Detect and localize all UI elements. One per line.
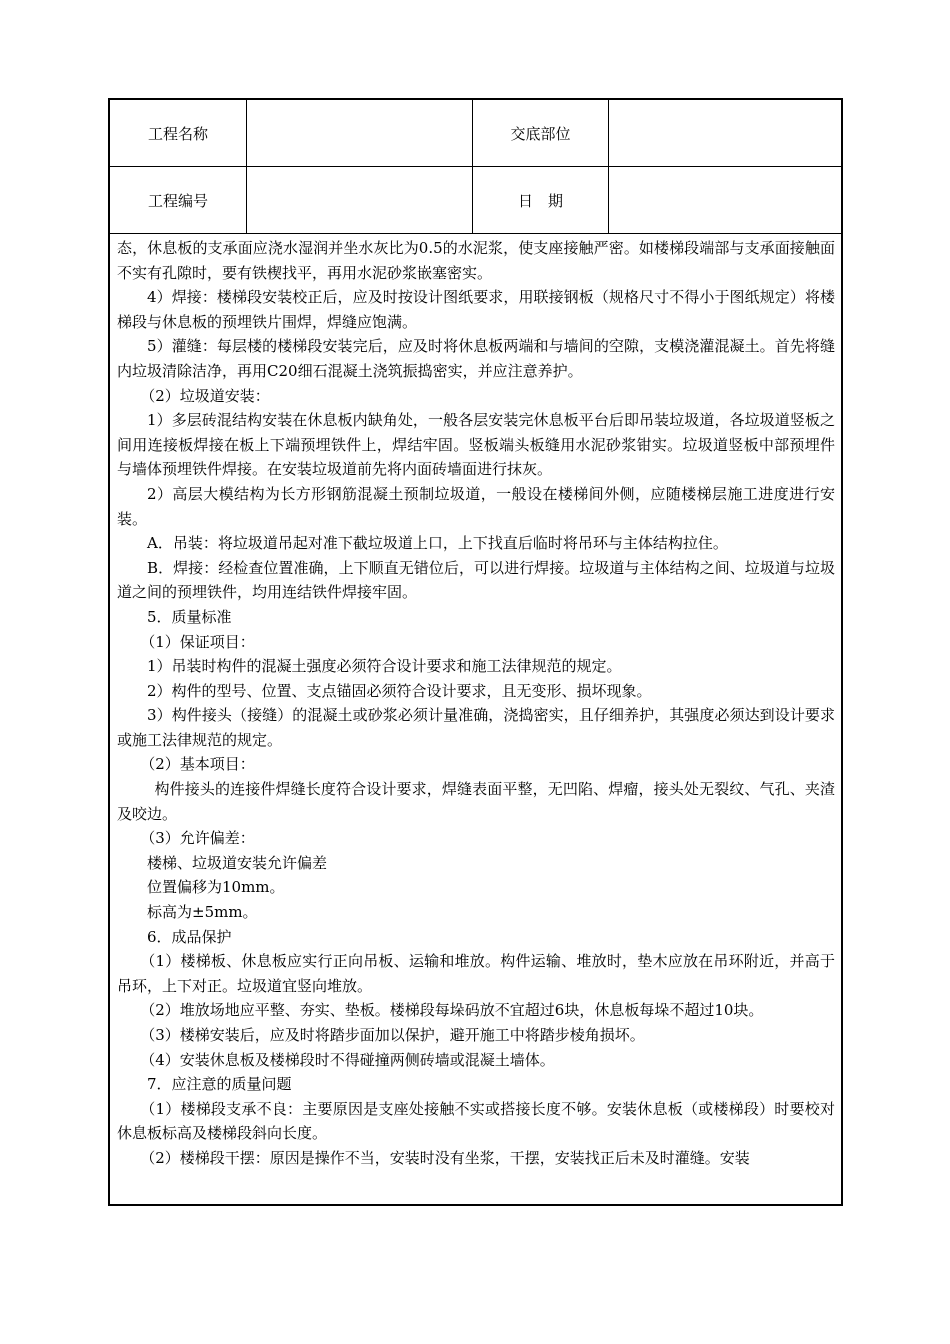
technical-handover-table: [108, 98, 843, 1206]
handover-part-value: [608, 100, 841, 166]
paragraph: （2）堆放场地应平整、夯实、垫板。楼梯段每垛码放不宜超过6块，休息板每垛不超过10块。: [140, 1001, 764, 1020]
handover-content: [117, 236, 835, 1171]
project-name-label: 工程名称: [147, 124, 208, 143]
paragraph: （1）楼梯板、休息板应实行正向吊板、运输和堆放。构件运输、堆放时，垫木应放在吊环附近，并高于吊环，上下对正。垃圾道宜竖向堆放。: [117, 952, 835, 995]
paragraph: 位置偏移为10mm。: [147, 878, 285, 897]
paragraph: 3）构件接头（接缝）的混凝土或砂浆必须计量准确，浇捣密实，且仔细养护，其强度必须达到设计要求或施工法律规范的规定。: [117, 706, 835, 749]
project-no-value: [246, 167, 472, 233]
project-name-value: [246, 100, 472, 166]
section-heading: （3）允许偏差：: [140, 829, 255, 848]
paragraph: 构件接头的连接件焊缝长度符合设计要求，焊缝表面平整，无凹陷、焊瘤，接头处无裂纹、气孔、夹渣及咬边。: [117, 780, 835, 823]
paragraph: （4）安装休息板及楼梯段时不得碰撞两侧砖墙或混凝土墙体。: [140, 1050, 555, 1069]
paragraph: 2）高层大模结构为长方形钢筋混凝土预制垃圾道，一般设在楼梯间外侧，应随楼梯层施工进度进行安装。: [117, 484, 835, 528]
section-heading: （2）基本项目：: [140, 755, 255, 774]
section-heading: （2）垃圾道安装：: [140, 386, 270, 405]
section-heading: 7．应注意的质量问题: [147, 1075, 292, 1094]
paragraph: 4）焊接：楼梯段安装校正后，应及时按设计图纸要求，用联接钢板（规格尺寸不得小于图纸规定）将楼梯段与休息板的预埋铁片围焊，焊缝应饱满。: [117, 288, 835, 331]
section-heading: 6．成品保护: [147, 927, 232, 946]
paragraph: 态，休息板的支承面应浇水湿润并坐水灰比为0.5的水泥浆，使支座接触严密。如楼梯段端部与支承面接触面不实有孔隙时，要有铁楔找平，再用水泥砂浆嵌塞密实。: [117, 239, 835, 282]
header-row-1: [110, 100, 841, 167]
paragraph: 楼梯、垃圾道安装允许偏差: [147, 853, 328, 872]
paragraph: 标高为±5mm。: [147, 903, 258, 922]
paragraph: （1）楼梯段支承不良：主要原因是支座处接触不实或搭接长度不够。安装休息板（或楼梯段）时要校对休息板标高及楼梯段斜向长度。: [117, 1099, 835, 1143]
paragraph: 5）灌缝：每层楼的楼梯段安装完后，应及时将休息板两端和与墙间的空隙，支模浇灌混凝土。首先将缝内垃圾清除洁净，再用C20细石混凝土浇筑振捣密实，并应注意养护。: [117, 337, 835, 380]
header-row-2: [110, 167, 841, 234]
paragraph: 2）构件的型号、位置、支点锚固必须符合设计要求，且无变形、损坏现象。: [147, 681, 652, 700]
date-value: [608, 167, 841, 233]
date-label: 日 期: [472, 167, 608, 233]
section-heading: （1）保证项目：: [140, 632, 255, 651]
paragraph: B．焊接：经检查位置准确，上下顺直无错位后，可以进行焊接。垃圾道与主体结构之间、垃圾道与垃圾道之间的预埋铁件，均用连结铁件焊接牢固。: [117, 558, 835, 602]
paragraph: 1）多层砖混结构安装在休息板内缺角处，一般各层安装完休息板平台后即吊装垃圾道，各垃圾道竖板之间用连接板焊接在板上下端预埋铁件上，焊结牢固。竖板端头板缝用水泥砂浆钳实。垃圾道竖板中部预埋件与墙体预埋铁件焊接。在安装垃圾道前先将内面砖墙面进行抹灰。: [117, 411, 835, 479]
paragraph: （3）楼梯安装后，应及时将踏步面加以保护，避开施工中将踏步棱角损坏。: [140, 1026, 645, 1044]
handover-part-label: 交底部位: [472, 100, 608, 166]
section-heading: 5．质量标准: [147, 607, 232, 626]
paragraph: （2）楼梯段干摆：原因是操作不当，安装时没有坐浆，干摆，安装找正后未及时灌缝。安装: [140, 1148, 750, 1167]
project-no-label: 工程编号: [147, 191, 208, 210]
paragraph: 1）吊装时构件的混凝土强度必须符合设计要求和施工法律规范的规定。: [147, 657, 622, 676]
paragraph: A．吊装：将垃圾道吊起对准下截垃圾道上口，上下找直后临时将吊环与主体结构拉住。: [147, 534, 728, 553]
